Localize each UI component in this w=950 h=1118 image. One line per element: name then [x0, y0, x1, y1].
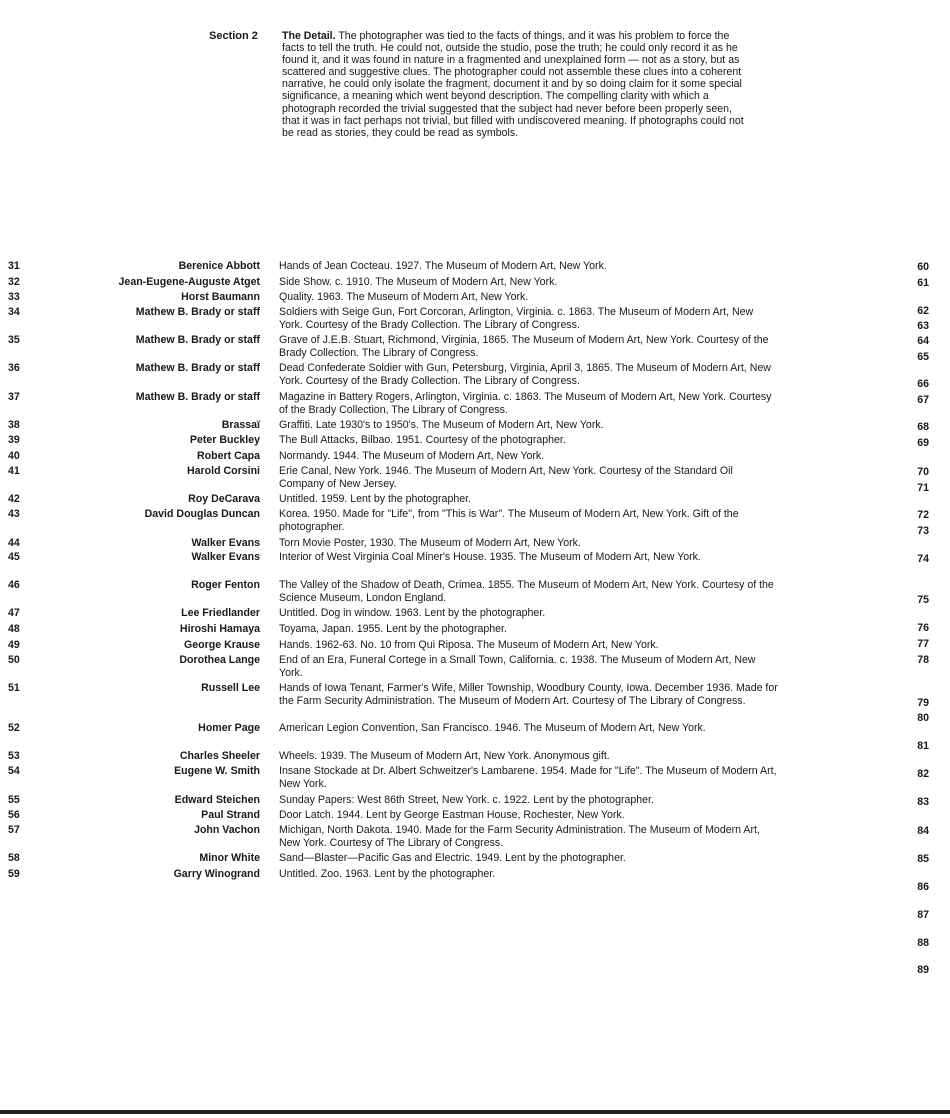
plate-number: 88	[917, 937, 929, 949]
entry-artist: Jean-Eugene-Auguste Atget	[118, 276, 260, 288]
entry-caption: Quality. 1963. The Museum of Modern Art, New York.	[279, 291, 529, 303]
entry-artist: Russell Lee	[201, 682, 260, 694]
entry-artist: Mathew B. Brady or staff	[135, 334, 260, 346]
section-intro	[282, 30, 748, 139]
entry-artist: Roger Fenton	[191, 579, 260, 591]
entry-caption: Erie Canal, New York. 1946. The Museum of Modern Art, New York. Courtesy of the Standard Oil Company of New Jersey.	[279, 465, 733, 490]
entry-number: 47	[8, 607, 20, 619]
entry-artist: Hiroshi Hamaya	[179, 623, 260, 635]
entry-number: 41	[8, 465, 20, 477]
entry-artist: Berenice Abbott	[178, 260, 260, 272]
entry-number: 55	[8, 794, 20, 806]
plate-number: 70	[917, 466, 929, 478]
entry-caption: Sand—Blaster—Pacific Gas and Electric. 1949. Lent by the photographer.	[279, 852, 626, 864]
entry-caption: The Bull Attacks, Bilbao. 1951. Courtesy of the photographer.	[279, 434, 566, 446]
entry-caption: Untitled. Dog in window. 1963. Lent by the photographer.	[279, 607, 546, 619]
plate-number: 77	[917, 638, 929, 650]
entry-number: 51	[8, 682, 20, 694]
plate-number: 69	[917, 437, 929, 449]
entry-caption: Door Latch. 1944. Lent by George Eastman House, Rochester, New York.	[279, 809, 625, 821]
plate-number: 76	[917, 622, 929, 634]
plate-number: 71	[917, 482, 929, 494]
plate-number: 75	[917, 594, 929, 606]
entry-number: 37	[8, 391, 20, 403]
entry-caption: Hands. 1962-63. No. 10 from Qui Riposa. The Museum of Modern Art, New York.	[279, 639, 659, 651]
entry-caption: Interior of West Virginia Coal Miner's House. 1935. The Museum of Modern Art, New York.	[279, 551, 701, 563]
entry-artist: Minor White	[199, 852, 260, 864]
entry-number: 34	[8, 306, 20, 318]
plate-number: 61	[917, 277, 929, 289]
entry-number: 58	[8, 852, 20, 864]
entry-artist: Robert Capa	[197, 450, 260, 462]
entry-number: 48	[8, 623, 20, 635]
entry-caption: Soldiers with Seige Gun, Fort Corcoran, Arlington, Virginia. c. 1863. The Museum of Modern Art, New York. Courtesy of the Brady Collection. The Library of Congress.	[279, 306, 754, 331]
entry-artist: Brassaï	[221, 419, 260, 431]
plate-number: 74	[917, 553, 929, 565]
section-label: Section 2	[209, 30, 258, 42]
entry-caption: Hands of Iowa Tenant, Farmer's Wife, Miller Township, Woodbury County, Iowa. December 1936. Made for the Farm Security Administration. The Museum of Modern Art. Courtesy of The Library of Congress.	[279, 682, 778, 707]
entry-caption: Untitled. Zoo. 1963. Lent by the photographer.	[279, 868, 496, 880]
plate-number: 83	[917, 796, 929, 808]
entry-caption: Toyama, Japan. 1955. Lent by the photographer.	[279, 623, 507, 635]
entry-number: 57	[8, 824, 20, 836]
plate-number: 67	[917, 394, 929, 406]
plate-number: 63	[917, 320, 929, 332]
entry-number: 43	[8, 508, 20, 520]
plate-number: 73	[917, 525, 929, 537]
entry-caption: American Legion Convention, San Francisco. 1946. The Museum of Modern Art, New York.	[279, 722, 706, 734]
entry-number: 56	[8, 809, 20, 821]
plate-number: 60	[917, 261, 929, 273]
entry-artist: Dorothea Lange	[179, 654, 260, 666]
entry-number: 59	[8, 868, 20, 880]
entry-caption: Insane Stockade at Dr. Albert Schweitzer's Lambarene. 1954. Made for "Life". The Museum of Modern Art, New York.	[279, 765, 777, 790]
entry-artist: Garry Winogrand	[173, 868, 260, 880]
plate-number: 85	[917, 853, 929, 865]
entry-caption: Grave of J.E.B. Stuart, Richmond, Virginia, 1865. The Museum of Modern Art, New York. Courtesy of the Brady Collection. The Library of Congress.	[279, 334, 769, 359]
plate-number: 65	[917, 351, 929, 363]
entry-number: 49	[8, 639, 20, 651]
entry-caption: The Valley of the Shadow of Death, Crimea. 1855. The Museum of Modern Art, New York. Courtesy of the Science Museum, London England.	[279, 579, 774, 604]
section-title: The Detail.	[282, 30, 336, 42]
entry-number: 40	[8, 450, 20, 462]
entry-artist: Harold Corsini	[187, 465, 260, 477]
entry-artist: Mathew B. Brady or staff	[135, 391, 260, 403]
entry-artist: George Krause	[184, 639, 260, 651]
plate-number: 84	[917, 825, 929, 837]
entry-artist: Roy DeCarava	[188, 493, 260, 505]
entry-number: 38	[8, 419, 20, 431]
entry-number: 32	[8, 276, 20, 288]
bottom-rule	[0, 1110, 950, 1114]
entry-caption: Magazine in Battery Rogers, Arlington, Virginia. c. 1863. The Museum of Modern Art, New York. Courtesy of the Brady Collection, The Library of Congress.	[279, 391, 772, 416]
entry-artist: Edward Steichen	[174, 794, 260, 806]
plate-number: 68	[917, 421, 929, 433]
plate-number: 62	[917, 305, 929, 317]
section-text: The photographer was tied to the facts of things, and it was his problem to force the facts to tell the truth. He could not, outside the studio, pose the truth; he could only record it as he found it, and it was found in nature in a fragmented and unexplained form — not as a story, but as scattered and suggestive clues. The photographer could not assemble these clues into a coherent narrative, he could only isolate the fragment, document it and by so doing claim for it some special significance, a meaning which went beyond description. The compelling clarity with which a photograph recorded the trivial suggested that the subject had never before been properly seen, that it was in fact perhaps not trivial, but filled with undiscovered meaning. If photographs could not be read as stories, they could be read as symbols.	[282, 30, 744, 139]
plate-number: 72	[917, 509, 929, 521]
entry-artist: Charles Sheeler	[179, 750, 260, 762]
entry-caption: Torn Movie Poster, 1930. The Museum of Modern Art, New York.	[279, 537, 581, 549]
entry-caption: End of an Era, Funeral Cortege in a Small Town, California. c. 1938. The Museum of Modern Art, New York.	[279, 654, 756, 679]
plate-number: 86	[917, 881, 929, 893]
entry-artist: Horst Baumann	[181, 291, 260, 303]
entry-caption: Untitled. 1959. Lent by the photographer.	[279, 493, 472, 505]
entry-number: 45	[8, 551, 20, 563]
entry-caption: Wheels. 1939. The Museum of Modern Art, New York. Anonymous gift.	[279, 750, 610, 762]
entry-caption: Michigan, North Dakota. 1940. Made for the Farm Security Administration. The Museum of Modern Art, New York. Courtesy of The Library of Congress.	[279, 824, 760, 849]
entry-number: 52	[8, 722, 20, 734]
entry-number: 54	[8, 765, 20, 777]
entry-artist: Mathew B. Brady or staff	[135, 306, 260, 318]
entry-number: 36	[8, 362, 20, 374]
entry-artist: Eugene W. Smith	[174, 765, 260, 777]
plate-number: 78	[917, 654, 929, 666]
plate-number: 87	[917, 909, 929, 921]
entry-number: 42	[8, 493, 20, 505]
entry-caption: Graffiti. Late 1930's to 1950's. The Museum of Modern Art, New York.	[279, 419, 604, 431]
plate-number: 89	[917, 964, 929, 976]
entry-number: 50	[8, 654, 20, 666]
plate-number: 64	[917, 335, 929, 347]
plate-number: 79	[917, 697, 929, 709]
entry-caption: Dead Confederate Soldier with Gun, Petersburg, Virginia, April 3, 1865. The Museum of Modern Art, New York. Courtesy of the Brady Collection. The Library of Congress.	[279, 362, 771, 387]
entry-artist: Paul Strand	[201, 809, 260, 821]
plate-number: 66	[917, 378, 929, 390]
entry-caption: Hands of Jean Cocteau. 1927. The Museum of Modern Art, New York.	[279, 260, 607, 272]
entry-artist: John Vachon	[194, 824, 260, 836]
plate-number: 82	[917, 768, 929, 780]
entry-caption: Side Show. c. 1910. The Museum of Modern Art, New York.	[279, 276, 558, 288]
entry-artist: David Douglas Duncan	[144, 508, 260, 520]
entry-artist: Homer Page	[198, 722, 260, 734]
entry-caption: Normandy. 1944. The Museum of Modern Art, New York.	[279, 450, 545, 462]
entry-artist: Walker Evans	[191, 537, 260, 549]
entry-number: 46	[8, 579, 20, 591]
entry-artist: Lee Friedlander	[181, 607, 260, 619]
entry-caption: Sunday Papers: West 86th Street, New York. c. 1922. Lent by the photographer.	[279, 794, 654, 806]
entry-artist: Walker Evans	[191, 551, 260, 563]
entry-number: 53	[8, 750, 20, 762]
plate-number: 81	[917, 740, 929, 752]
entry-number: 35	[8, 334, 20, 346]
entry-artist: Mathew B. Brady or staff	[135, 362, 260, 374]
entry-number: 31	[8, 260, 20, 272]
entry-caption: Korea. 1950. Made for "Life", from "This is War". The Museum of Modern Art, New York. Gift of the photographer.	[279, 508, 739, 533]
entry-number: 39	[8, 434, 20, 446]
entry-number: 33	[8, 291, 20, 303]
entry-artist: Peter Buckley	[189, 434, 260, 446]
entry-number: 44	[8, 537, 20, 549]
plate-number: 80	[917, 712, 929, 724]
